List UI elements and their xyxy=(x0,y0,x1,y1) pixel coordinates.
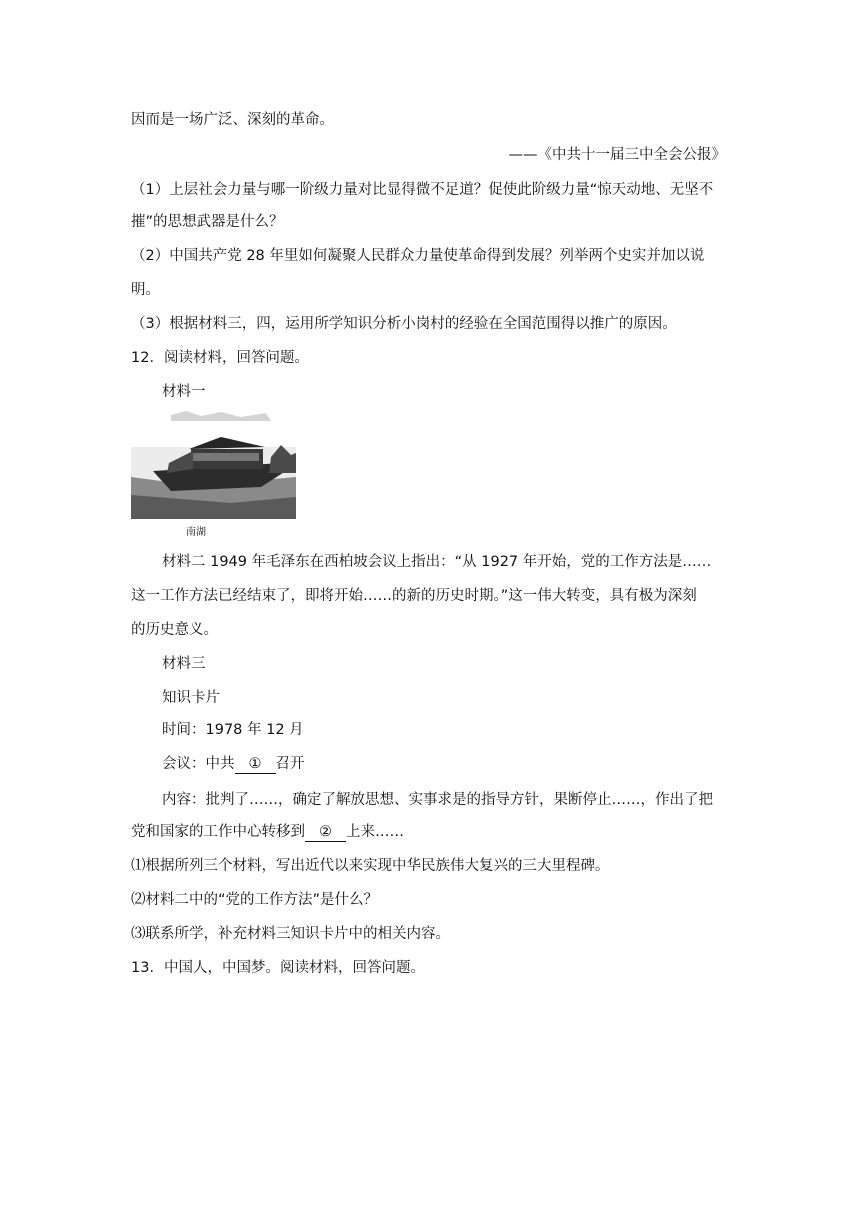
card-meeting-suffix: 召开 xyxy=(275,756,305,772)
question-12-heading: 12．阅读材料，回答问题。 xyxy=(131,350,309,366)
card-content-cont xyxy=(131,822,404,842)
question-1-cont: 摧”的思想武器是什么？ xyxy=(131,214,284,230)
card-time: 时间：1978 年 12 月 xyxy=(162,722,304,738)
question-2: （2）中国共产党 28 年里如何凝聚人民群众力量使革命得到发展？列举两个史实并加以说 xyxy=(131,248,705,264)
blank-2[interactable]: ② xyxy=(305,823,346,842)
nanhu-boat-photo xyxy=(131,407,296,540)
question-3: （3）根据材料三，四，运用所学知识分析小岗村的经验在全国范围得以推广的原因。 xyxy=(131,316,677,332)
sub-question-1: ⑴根据所列三个材料，写出近代以来实现中华民族伟大复兴的三大里程碑。 xyxy=(131,858,610,874)
sub-question-2: ⑵材料二中的“党的工作方法”是什么？ xyxy=(131,892,379,908)
question-1: （1）上层社会力量与哪一阶级力量对比显得微不足道？促使此阶级力量“惊天动地、无坚不 xyxy=(131,182,714,198)
question-13-heading: 13．中国人，中国梦。阅读材料，回答问题。 xyxy=(131,960,425,976)
blank-1[interactable]: ① xyxy=(235,755,276,774)
material-2-cont: 这一工作方法已经结束了，即将开始……的新的历史时期。”这一伟大转变，具有极为深刻 xyxy=(131,588,697,604)
card-meeting-label: 会议：中共 xyxy=(162,756,235,772)
card-content-text: 党和国家的工作中心转移到 xyxy=(131,824,305,840)
photo-caption: 南湖 xyxy=(186,527,206,538)
card-content-suffix: 上来…… xyxy=(346,824,404,840)
question-2-cont: 明。 xyxy=(131,282,160,298)
material-1-label: 材料一 xyxy=(162,384,206,400)
card-content: 内容：批判了……，确定了解放思想、实事求是的指导方针，果断停止……，作出了把 xyxy=(162,792,713,808)
text-line: 因而是一场广泛、深刻的革命。 xyxy=(131,112,334,128)
sub-question-3: ⑶联系所学，补充材料三知识卡片中的相关内容。 xyxy=(131,926,450,942)
card-meeting xyxy=(162,754,305,774)
boat-image xyxy=(131,407,296,527)
knowledge-card-title: 知识卡片 xyxy=(162,690,220,706)
material-2: 材料二 1949 年毛泽东在西柏坡会议上指出：“从 1927 年开始，党的工作方法是…… xyxy=(162,554,712,570)
source-citation: ——《中共十一届三中全会公报》 xyxy=(508,147,726,163)
material-2-end: 的历史意义。 xyxy=(131,622,218,638)
material-3-label: 材料三 xyxy=(162,656,206,672)
